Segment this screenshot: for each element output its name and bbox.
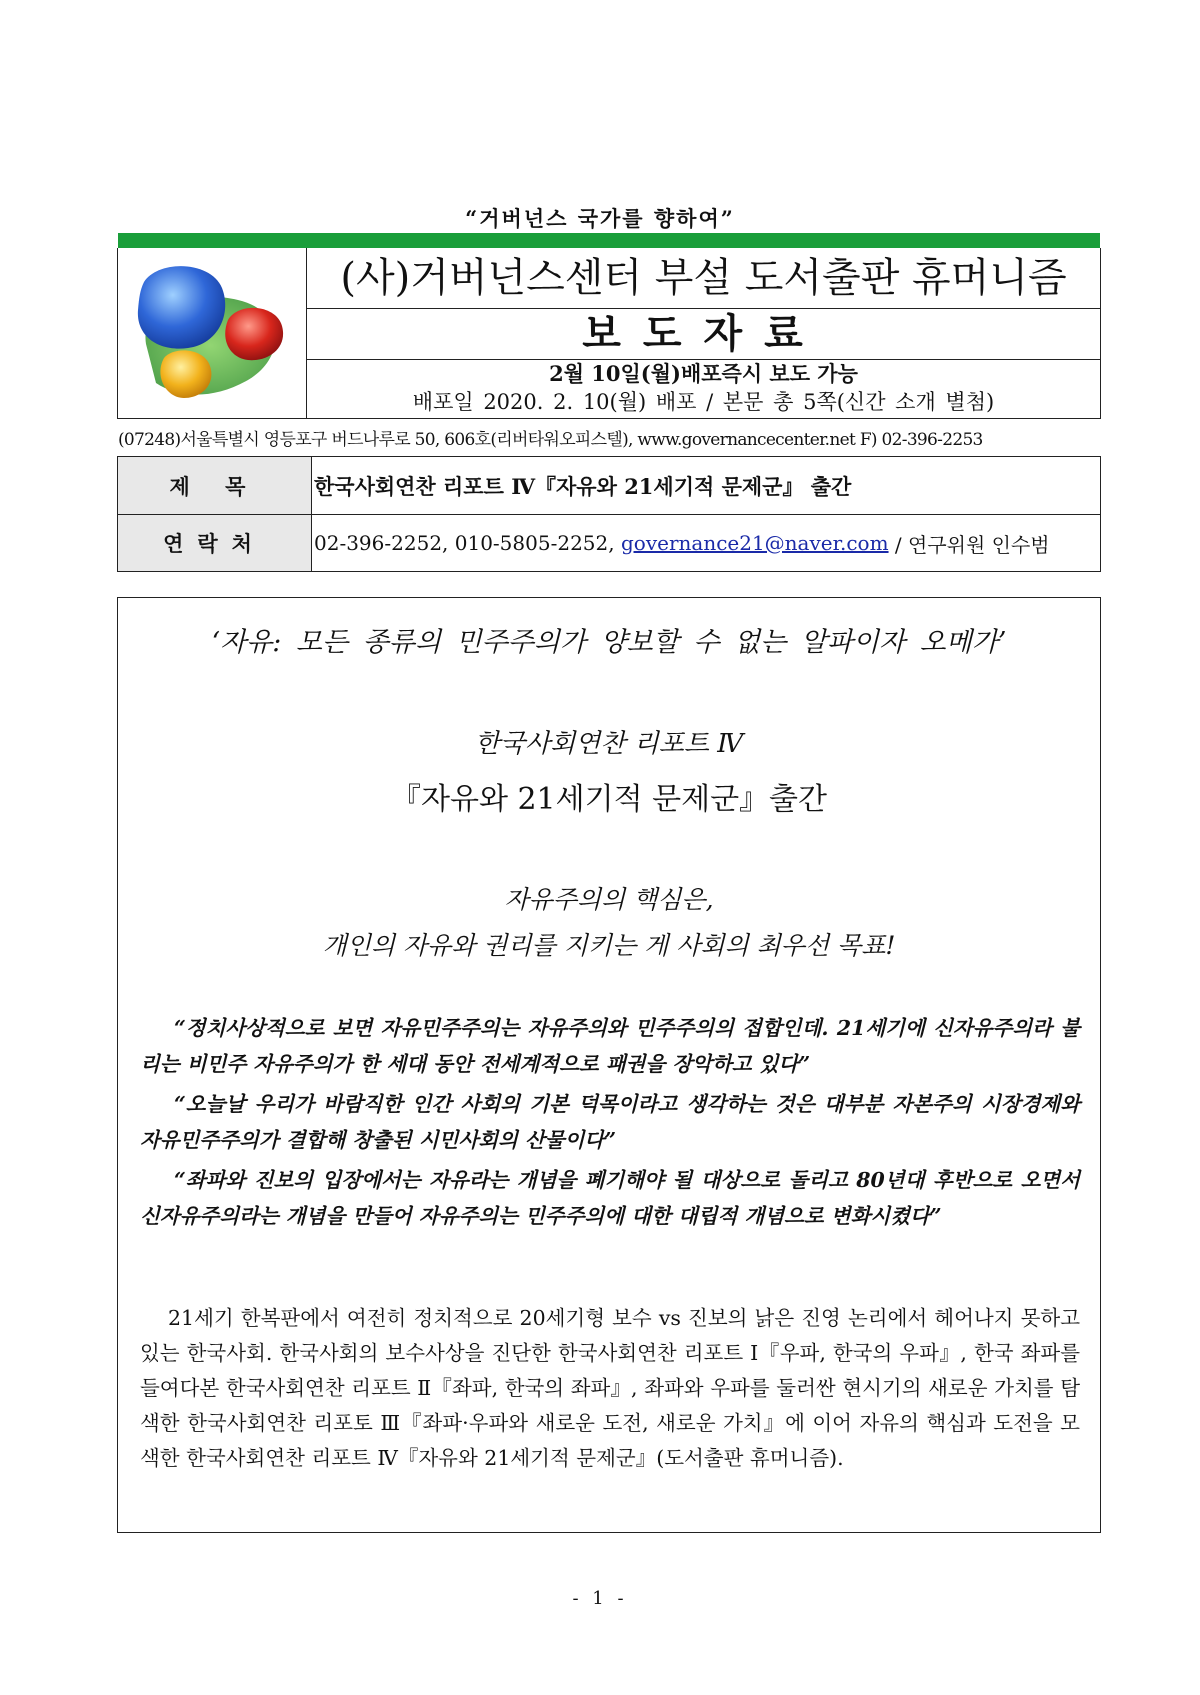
content-box [117, 597, 1101, 1533]
subject-label: 제 목 [118, 457, 312, 514]
document-type-title: 보도자료 [307, 309, 1100, 360]
organization-logo-icon [118, 248, 306, 418]
page-number: - 1 - [572, 1588, 628, 1609]
quote-item: “정치사상적으로 보면 자유민주주의는 자유주의와 민주주의의 접합인데. 21세기에 신자유주의라 불리는 비민주 자유주의가 한 세대 동안 전세계적으로 패권을 장악하고 있다” [140, 1016, 1080, 1076]
contact-label: 연락처 [118, 515, 312, 571]
quote-item: “좌파와 진보의 입장에서는 자유라는 개념을 폐기해야 될 대상으로 돌리고 80년대 후반으로 오면서 신자유주의라는 개념을 만들어 자유주의는 민주주의에 대한 대립적 개념으로 변화시켰다” [140, 1168, 1080, 1228]
contact-person: / 연구위원 인수범 [894, 532, 1050, 557]
subject-value: 한국사회연찬 리포트 Ⅳ『자유와 21세기적 문제군』 출간 [314, 473, 852, 499]
release-note: 2월 10일(월)배포즉시 보도 가능 [549, 361, 858, 386]
header-table [117, 248, 1101, 419]
contact-value [312, 515, 1050, 571]
green-header-bar [118, 233, 1100, 248]
headline-quote: ‘자유: 모든 종류의 민주주의가 양보할 수 없는 알파이자 오메가’ [211, 627, 1007, 658]
contact-phones: 02-396-2252, 010-5805-2252, [314, 531, 615, 555]
contact-address: (07248)서울특별시 영등포구 버드나루로 50, 606호(리버타워오피스텔), www.governancecenter.net F) 02-396-2253 [118, 430, 983, 450]
report-title: 『자유와 21세기적 문제군』출간 [390, 782, 828, 817]
contact-row [118, 514, 1100, 571]
slogan: “거버넌스 국가를 향하여” [465, 206, 735, 231]
contact-email-link[interactable]: governance21@naver.com [620, 531, 889, 555]
logo-cell [118, 248, 307, 418]
body-text: 21세기 한복판에서 여전히 정치적으로 20세기형 보수 vs 진보의 낡은 진영 논리에서 헤어나지 못하고 있는 한국사회. 한국사회의 보수사상을 진단한 한국사회연찬 리포트 Ⅰ『우파, 한국의 우파』, 한국 좌파를 들여다본 한국사회연찬 리포트 Ⅱ『좌파, 한국의 좌파』, 좌파와 우파를 둘러싼 현시기의 새로운 가치를 탐색한 한국사회연찬 리포토 Ⅲ『좌파·우파와 새로운 도전, 새로운 가치』에 이어 자유의 핵심과 도전을 모색한 한국사회연찬 리포트 Ⅳ『자유와 21세기적 문제군』(도서출판 휴머니즘). [140, 1306, 1080, 1470]
quote-list [140, 1010, 1080, 1238]
subject-row [118, 457, 1100, 514]
organization-title: (사)거버넌스센터 부설 도서출판 휴머니즘 [307, 248, 1100, 309]
distribution-info: 배포일 2020. 2. 10(월) 배포 / 본문 총 5쪽(신간 소개 별첨) [412, 390, 995, 414]
info-table [117, 456, 1101, 572]
report-subtitle: 한국사회연찬 리포트 Ⅳ [474, 729, 744, 759]
body-paragraph [140, 1301, 1080, 1476]
quote-item: “오늘날 우리가 바람직한 인간 사회의 기본 덕목이라고 생각하는 것은 대부분 자본주의 시장경제와 자유민주주의가 결합해 창출된 시민사회의 산물이다” [140, 1092, 1080, 1152]
tagline-line-2: 개인의 자유와 권리를 지키는 게 사회의 최우선 목표! [322, 931, 896, 960]
tagline-line-1: 자유주의의 핵심은, [504, 885, 714, 914]
